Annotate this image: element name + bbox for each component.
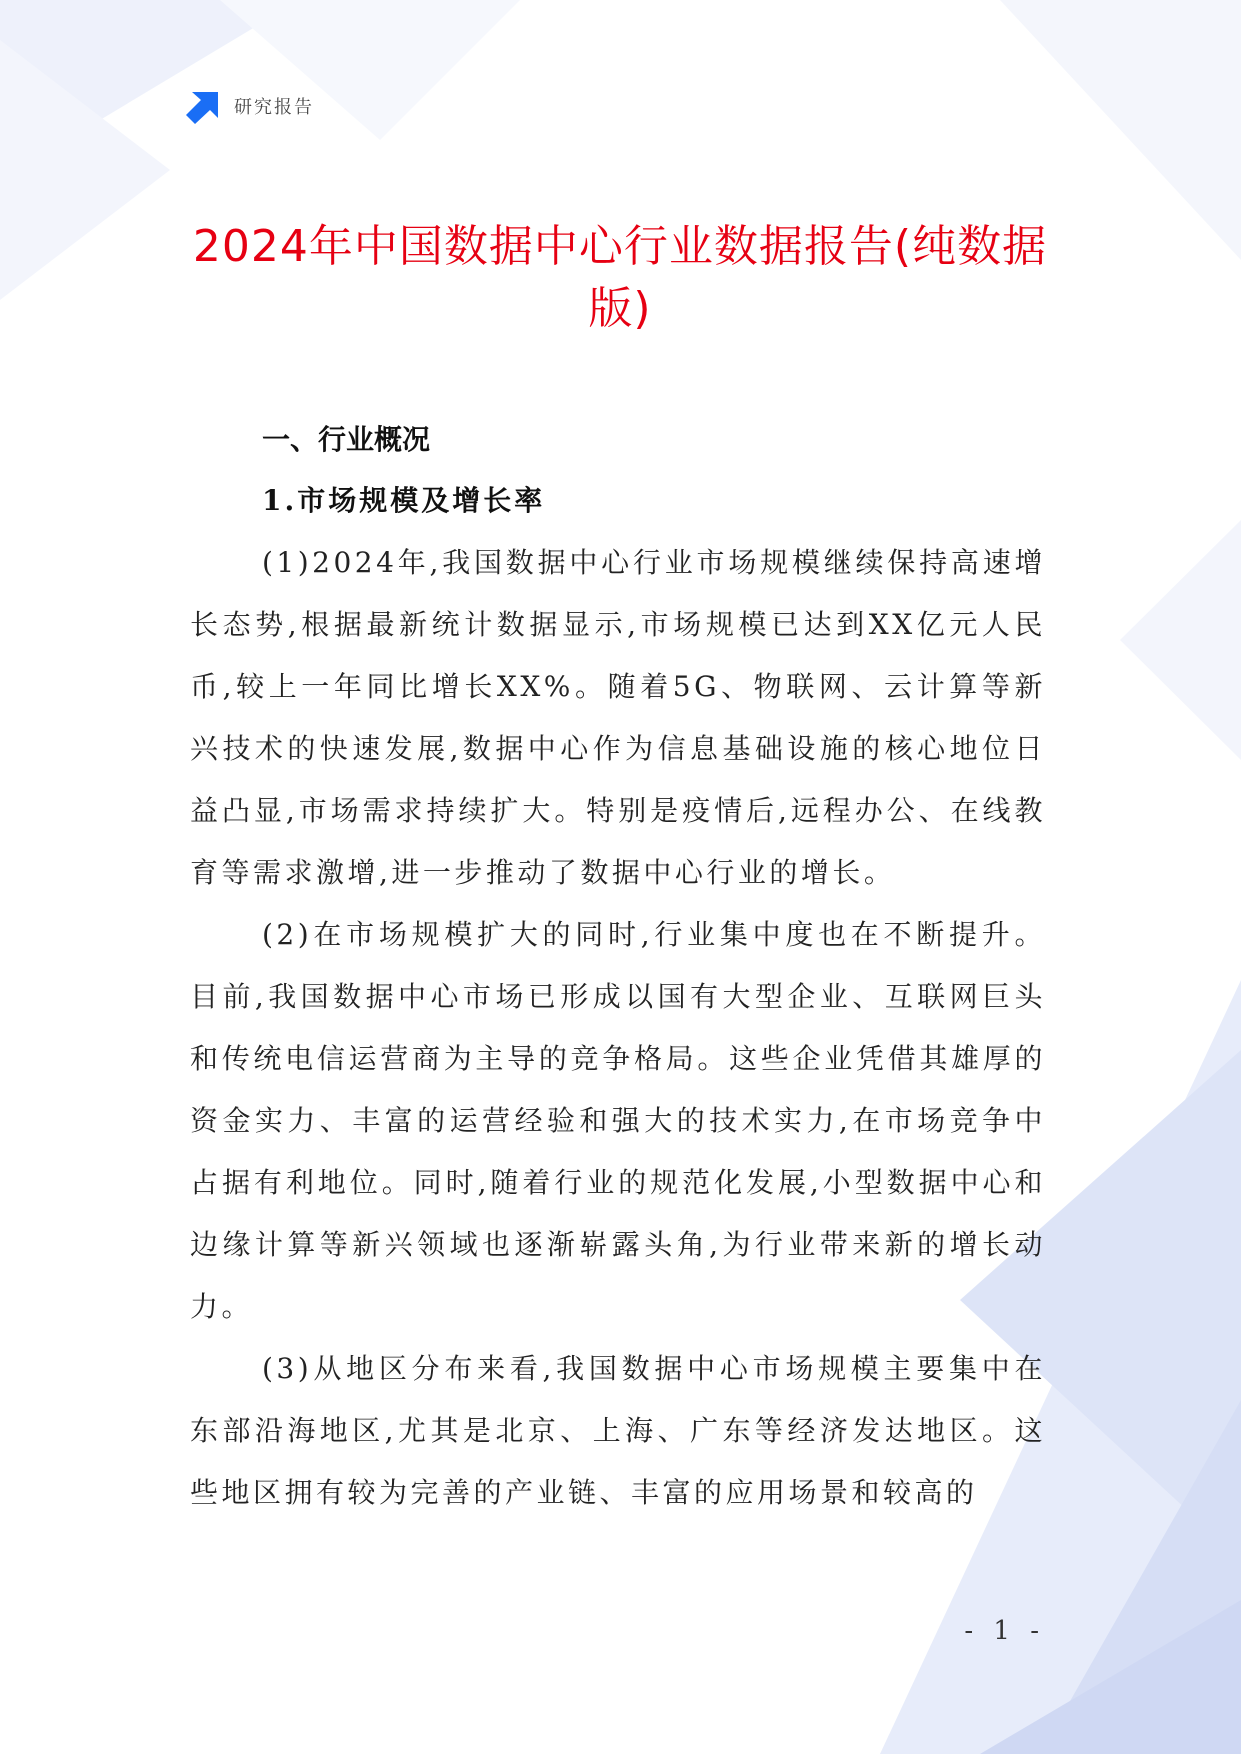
page-number: - 1 - bbox=[964, 1616, 1045, 1646]
section-heading: 一、行业概况 bbox=[262, 423, 431, 456]
paragraph-3: (3)从地区分布来看,我国数据中心市场规模主要集中在东部沿海地区,尤其是北京、上海、广东等经济发达地区。这些地区拥有较为完善的产业链、丰富的应用场景和较高的 bbox=[190, 1352, 1046, 1509]
paragraph-2: (2)在市场规模扩大的同时,行业集中度也在不断提升。目前,我国数据中心市场已形成以国有大型企业、互联网巨头和传统电信运营商为主导的竞争格局。这些企业凭借其雄厚的资金实力、丰富的运营经验和强大的技术实力,在市场竞争中占据有利地位。同时,随着行业的规范化发展,小型数据中心和边缘计算等新兴领域也逐渐崭露头角,为行业带来新的增长动力。 bbox=[190, 918, 1046, 1323]
report-header bbox=[186, 88, 314, 124]
subsection-heading: 1.市场规模及增长率 bbox=[262, 484, 546, 517]
paragraph-1: (1)2024年,我国数据中心行业市场规模继续保持高速增长态势,根据最新统计数据显示,市场规模已达到XX亿元人民币,较上一年同比增长XX%。随着5G、物联网、云计算等新兴技术的快速发展,数据中心作为信息基础设施的核心地位日益凸显,市场需求持续扩大。特别是疫情后,远程办公、在线教育等需求激增,进一步推动了数据中心行业的增长。 bbox=[190, 546, 1046, 889]
document-title: 2024年中国数据中心行业数据报告(纯数据版) bbox=[192, 221, 1048, 334]
document-body bbox=[190, 410, 1046, 1524]
header-label: 研究报告 bbox=[234, 97, 314, 118]
arrow-up-right-icon bbox=[186, 88, 222, 124]
